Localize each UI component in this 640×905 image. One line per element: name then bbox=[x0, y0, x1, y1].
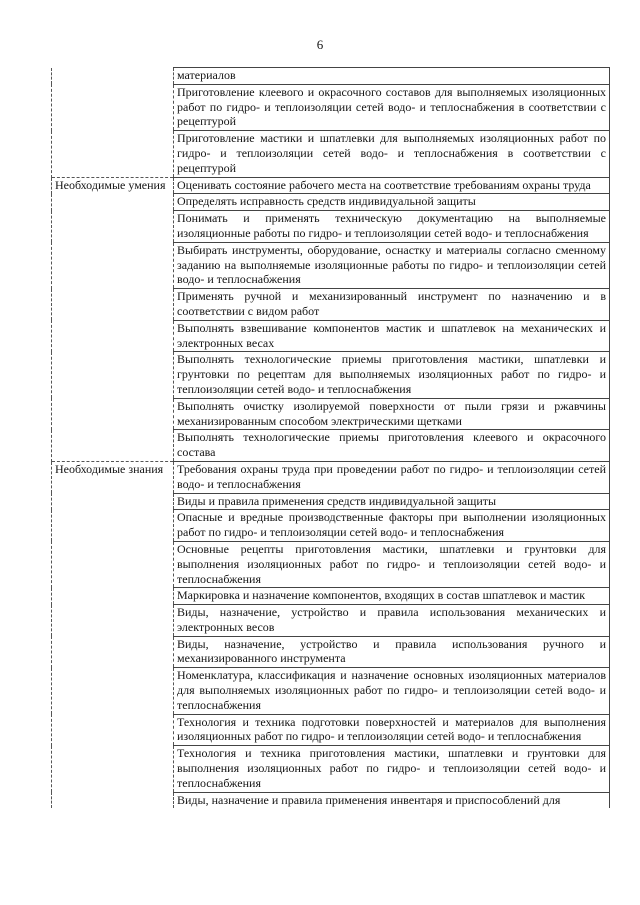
table-row bbox=[52, 461, 610, 493]
table-cell: Виды, назначение, устройство и правила использования ручного и механизированного инструмента bbox=[174, 636, 610, 668]
table-cell: Применять ручной и механизированный инструмент по назначению и в соответствии с видом работ bbox=[174, 289, 610, 321]
row-heading: Необходимые умения bbox=[52, 177, 174, 461]
table-cell: Опасные и вредные производственные факторы при выполнении изоляционных работ по гидро- и теплоизоляции сетей водо- и теплоснабжения bbox=[174, 510, 610, 542]
table-cell: Выполнять очистку изолируемой поверхности от пыли грязи и ржавчины механизированным способом электрическими щетками bbox=[174, 398, 610, 430]
table-cell: Маркировка и назначение компонентов, входящих в состав шпатлевок и мастик bbox=[174, 588, 610, 605]
table-cell: Приготовление мастики и шпатлевки для выполняемых изоляционных работ по гидро- и теплоизоляции сетей водо- и теплоснабжения в соответствии с рецептурой bbox=[174, 131, 610, 177]
table-row bbox=[52, 68, 610, 85]
table-cell: Понимать и применять техническую документацию на выполняемые изоляционные работы по гидро- и теплоизоляции сетей водо- и теплоснабжения bbox=[174, 211, 610, 243]
row-heading: Необходимые знания bbox=[52, 461, 174, 808]
table-cell: Виды и правила применения средств индивидуальной защиты bbox=[174, 493, 610, 510]
table-cell: Выполнять технологические приемы приготовления клеевого и окрасочного состава bbox=[174, 430, 610, 462]
table-cell: Требования охраны труда при проведении работ по гидро- и теплоизоляции сетей водо- и теплоснабжения bbox=[174, 461, 610, 493]
table-cell: Оценивать состояние рабочего места на соответствие требованиям охраны труда bbox=[174, 177, 610, 194]
table-cell: Виды, назначение, устройство и правила использования механических и электронных весов bbox=[174, 605, 610, 637]
table-cell: Выполнять технологические приемы приготовления мастики, шпатлевки и грунтовки по рецептам для выполняемых изоляционных работ по гидро- и теплоизоляции сетей водо- и теплоснабжения bbox=[174, 352, 610, 398]
table-cell: Основные рецепты приготовления мастики, шпатлевки и грунтовки для выполнения изоляционных работ по гидро- и теплоизоляции сетей водо- и теплоснабжения bbox=[174, 541, 610, 587]
table-cell: Технология и техника подготовки поверхностей и материалов для выполнения изоляционных работ по гидро- и теплоизоляции сетей водо- и теплоснабжения bbox=[174, 714, 610, 746]
table-cell: Приготовление клеевого и окрасочного составов для выполняемых изоляционных работ по гидро- и теплоизоляции сетей водо- и теплоснабжения в соответствии с рецептурой bbox=[174, 84, 610, 130]
table-cell: материалов bbox=[174, 68, 610, 85]
table-cell: Выбирать инструменты, оборудование, оснастку и материалы согласно сменному заданию на выполняемые изоляционные работы по гидро- и теплоизоляции сетей водо- и теплоснабжения bbox=[174, 242, 610, 288]
page-number: 6 bbox=[316, 37, 324, 52]
table-row bbox=[52, 177, 610, 194]
table-cell: Технология и техника приготовления мастики, шпатлевки и грунтовки для выполнения изоляционных работ по гидро- и теплоизоляции сетей водо- и теплоснабжения bbox=[174, 746, 610, 792]
table-cell: Номенклатура, классификация и назначение основных изоляционных материалов для выполняемых изоляционных работ по гидро- и теплоизоляции сетей водо- и теплоснабжения bbox=[174, 668, 610, 714]
table-cell: Определять исправность средств индивидуальной защиты bbox=[174, 194, 610, 211]
row-heading bbox=[52, 68, 174, 178]
competency-table bbox=[51, 67, 610, 808]
table-cell: Виды, назначение и правила применения инвентаря и приспособлений для bbox=[174, 792, 610, 808]
table-cell: Выполнять взвешивание компонентов мастик и шпатлевок на механических и электронных весах bbox=[174, 320, 610, 352]
